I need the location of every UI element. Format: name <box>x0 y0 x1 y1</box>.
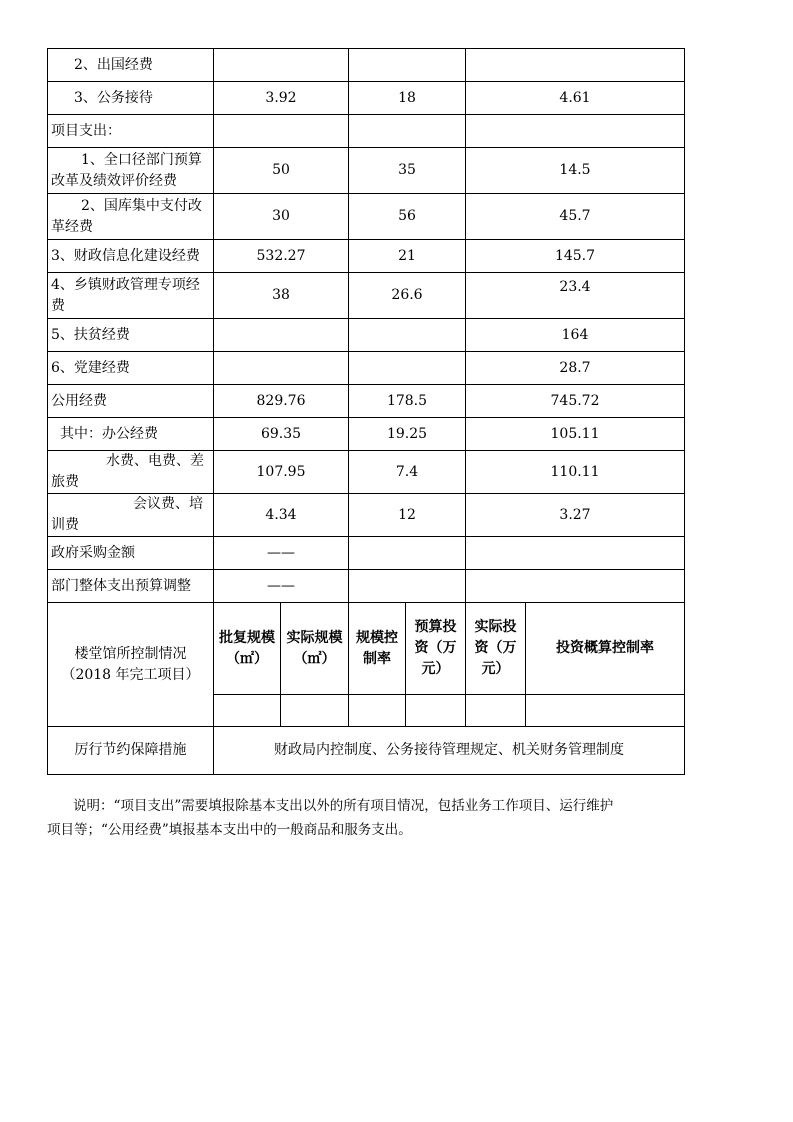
table-row <box>48 194 685 240</box>
cell-value-2 <box>349 115 466 148</box>
row-label: 5、扶贫经费 <box>48 319 214 352</box>
row-label: 2、国库集中支付改革经费 <box>48 194 214 240</box>
measures-value: 财政局内控制度、公务接待管理规定、机关财务管理制度 <box>214 727 685 775</box>
row-label: 3、财政信息化建设经费 <box>48 240 214 273</box>
header-budget-investment: 预算投资（万元） <box>406 603 466 695</box>
cell-value-1: —— <box>214 537 349 570</box>
cell-value-1: 107.95 <box>214 451 349 494</box>
table-row <box>48 115 685 148</box>
row-label-text: 水费、电费、差旅费 <box>51 453 204 490</box>
header-approved-scale: 批复规模（㎡） <box>214 603 281 695</box>
cell-value-3: 110.11 <box>466 451 685 494</box>
row-label-text: 会议费、培训费 <box>51 496 203 533</box>
row-label: 政府采购金额 <box>48 537 214 570</box>
cell-value-3: 745.72 <box>466 385 685 418</box>
cell-value-3: 23.4 <box>466 273 685 319</box>
cell-value-1: 38 <box>214 273 349 319</box>
cell-value-2: 178.5 <box>349 385 466 418</box>
table-row <box>48 82 685 115</box>
cell-value-3 <box>466 537 685 570</box>
row-label <box>48 451 214 494</box>
cell-value-1 <box>214 352 349 385</box>
row-label: 6、党建经费 <box>48 352 214 385</box>
cell-value-3 <box>466 570 685 603</box>
cell-value-3 <box>466 115 685 148</box>
header-investment-control-rate: 投资概算控制率 <box>526 603 685 695</box>
cell-value-2 <box>349 49 466 82</box>
budget-table <box>47 48 685 775</box>
cell-value-2: 7.4 <box>349 451 466 494</box>
cell-actual-scale <box>281 695 349 727</box>
cell-actual-investment <box>466 695 526 727</box>
cell-value-1: 3.92 <box>214 82 349 115</box>
cell-value-2 <box>349 537 466 570</box>
cell-value-1: 69.35 <box>214 418 349 451</box>
cell-value-2: 26.6 <box>349 273 466 319</box>
budget-table-sheet <box>47 48 684 775</box>
cell-budget-investment <box>406 695 466 727</box>
cell-value-1: —— <box>214 570 349 603</box>
cell-value-1 <box>214 115 349 148</box>
row-label: 项目支出： <box>48 115 214 148</box>
footnote-line-2: 项目等；“公用经费”填报基本支出中的一般商品和服务支出。 <box>47 822 412 838</box>
cell-value-3: 164 <box>466 319 685 352</box>
cell-value-3: 3.27 <box>466 494 685 537</box>
cell-value-1 <box>214 49 349 82</box>
cell-value-2: 19.25 <box>349 418 466 451</box>
cell-value-1: 532.27 <box>214 240 349 273</box>
measures-row <box>48 727 685 775</box>
cell-value-3: 105.11 <box>466 418 685 451</box>
row-label: 部门整体支出预算调整 <box>48 570 214 603</box>
cell-scale-control-rate <box>349 695 406 727</box>
cell-value-1: 50 <box>214 148 349 194</box>
cell-value-1: 829.76 <box>214 385 349 418</box>
cell-value-2: 12 <box>349 494 466 537</box>
cell-value-2: 35 <box>349 148 466 194</box>
cell-value-2 <box>349 319 466 352</box>
row-label: 公用经费 <box>48 385 214 418</box>
table-row <box>48 352 685 385</box>
row-label: 其中：办公经费 <box>48 418 214 451</box>
table-row <box>48 570 685 603</box>
building-header-row <box>48 603 685 695</box>
cell-value-3: 28.7 <box>466 352 685 385</box>
cell-investment-control-rate <box>526 695 685 727</box>
cell-value-3: 14.5 <box>466 148 685 194</box>
footnote <box>47 794 687 842</box>
building-label: 楼堂馆所控制情况（2018 年完工项目） <box>48 603 214 727</box>
cell-value-3: 45.7 <box>466 194 685 240</box>
row-label <box>48 494 214 537</box>
header-scale-control-rate: 规模控制率 <box>349 603 406 695</box>
cell-value-1: 4.34 <box>214 494 349 537</box>
row-label: 1、全口径部门预算改革及绩效评价经费 <box>48 148 214 194</box>
table-row <box>48 148 685 194</box>
header-actual-investment: 实际投资（万元） <box>466 603 526 695</box>
cell-value-2: 56 <box>349 194 466 240</box>
table-row <box>48 49 685 82</box>
table-row <box>48 418 685 451</box>
cell-value-2: 21 <box>349 240 466 273</box>
cell-value-3 <box>466 49 685 82</box>
row-label: 2、出国经费 <box>48 49 214 82</box>
table-row <box>48 494 685 537</box>
cell-value-1: 30 <box>214 194 349 240</box>
footnote-line-1: 说明：“项目支出”需要填报除基本支出以外的所有项目情况，包括业务工作项目、运行维护 <box>73 798 614 814</box>
table-row <box>48 451 685 494</box>
row-label: 3、公务接待 <box>48 82 214 115</box>
table-row <box>48 240 685 273</box>
cell-value-3: 4.61 <box>466 82 685 115</box>
cell-value-2: 18 <box>349 82 466 115</box>
measures-label: 厉行节约保障措施 <box>48 727 214 775</box>
row-label: 4、乡镇财政管理专项经费 <box>48 273 214 319</box>
table-row <box>48 385 685 418</box>
cell-value-2 <box>349 570 466 603</box>
cell-value-3: 145.7 <box>466 240 685 273</box>
table-row <box>48 537 685 570</box>
cell-value-2 <box>349 352 466 385</box>
cell-approved-scale <box>214 695 281 727</box>
table-row <box>48 319 685 352</box>
table-row <box>48 273 685 319</box>
header-actual-scale: 实际规模（㎡） <box>281 603 349 695</box>
cell-value-1 <box>214 319 349 352</box>
